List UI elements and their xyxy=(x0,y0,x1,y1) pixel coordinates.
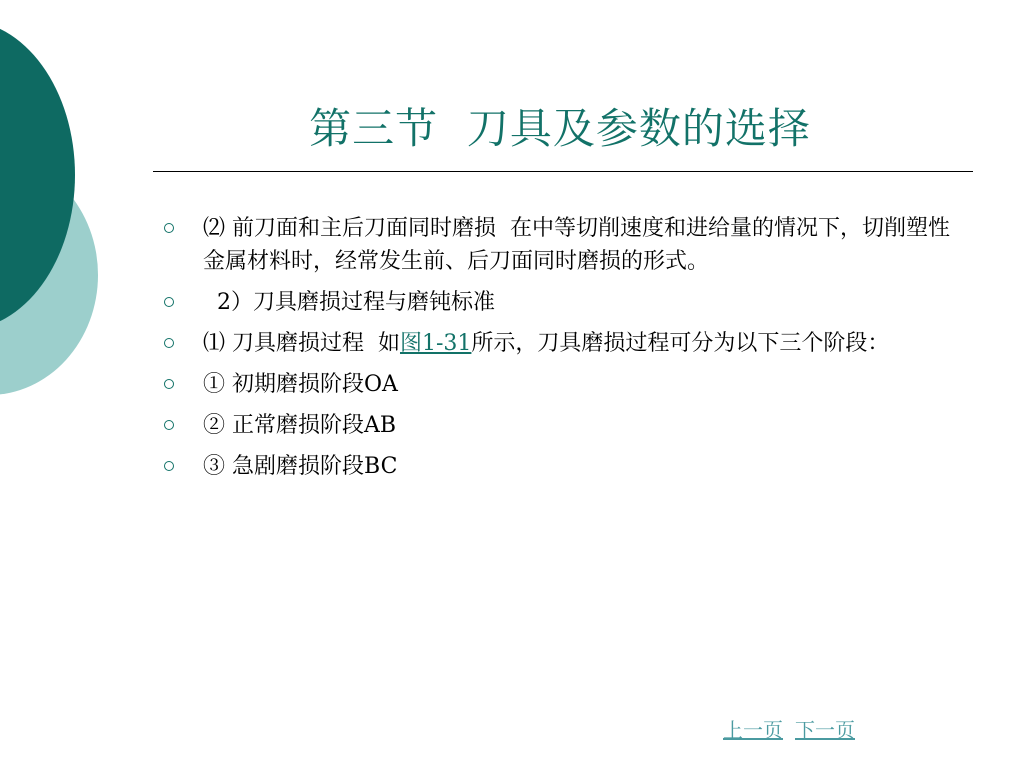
bullet-circle-icon xyxy=(164,420,174,430)
bullet-text-after-link: 所示，刀具磨损过程可分为以下三个阶段： xyxy=(471,331,890,356)
title-divider xyxy=(153,171,973,172)
page-navigation xyxy=(723,714,867,743)
list-item xyxy=(160,212,970,278)
list-item xyxy=(160,368,970,401)
next-page-link[interactable]: 下一页 xyxy=(795,718,855,742)
bullet-circle-icon xyxy=(164,379,174,389)
list-item xyxy=(160,450,970,483)
list-item xyxy=(160,286,970,319)
bullet-text: ③ 急剧磨损阶段BC xyxy=(203,454,398,479)
bullet-text: ① 初期磨损阶段OA xyxy=(203,372,398,397)
bullet-circle-icon xyxy=(164,461,174,471)
bullet-circle-icon xyxy=(164,223,174,233)
bullet-text: ⑵ 前刀面和主后刀面同时磨损 在中等切削速度和进给量的情况下，切削塑性金属材料时，经常发生前、后刀面同时磨损的形式。 xyxy=(203,216,950,274)
bullet-list xyxy=(160,212,970,491)
bullet-circle-icon xyxy=(164,297,174,307)
prev-page-link[interactable]: 上一页 xyxy=(723,718,783,742)
figure-link[interactable]: 图1-31 xyxy=(399,331,472,356)
bullet-text xyxy=(203,331,889,356)
bullet-text: 2）刀具磨损过程与磨钝标准 xyxy=(203,290,495,315)
list-item xyxy=(160,327,970,360)
bullet-text: ② 正常磨损阶段AB xyxy=(203,413,397,438)
list-item xyxy=(160,409,970,442)
bullet-text-before-link: ⑴ 刀具磨损过程 如 xyxy=(203,331,400,356)
bullet-circle-icon xyxy=(164,338,174,348)
slide-title: 第三节 刀具及参数的选择 xyxy=(309,104,811,153)
